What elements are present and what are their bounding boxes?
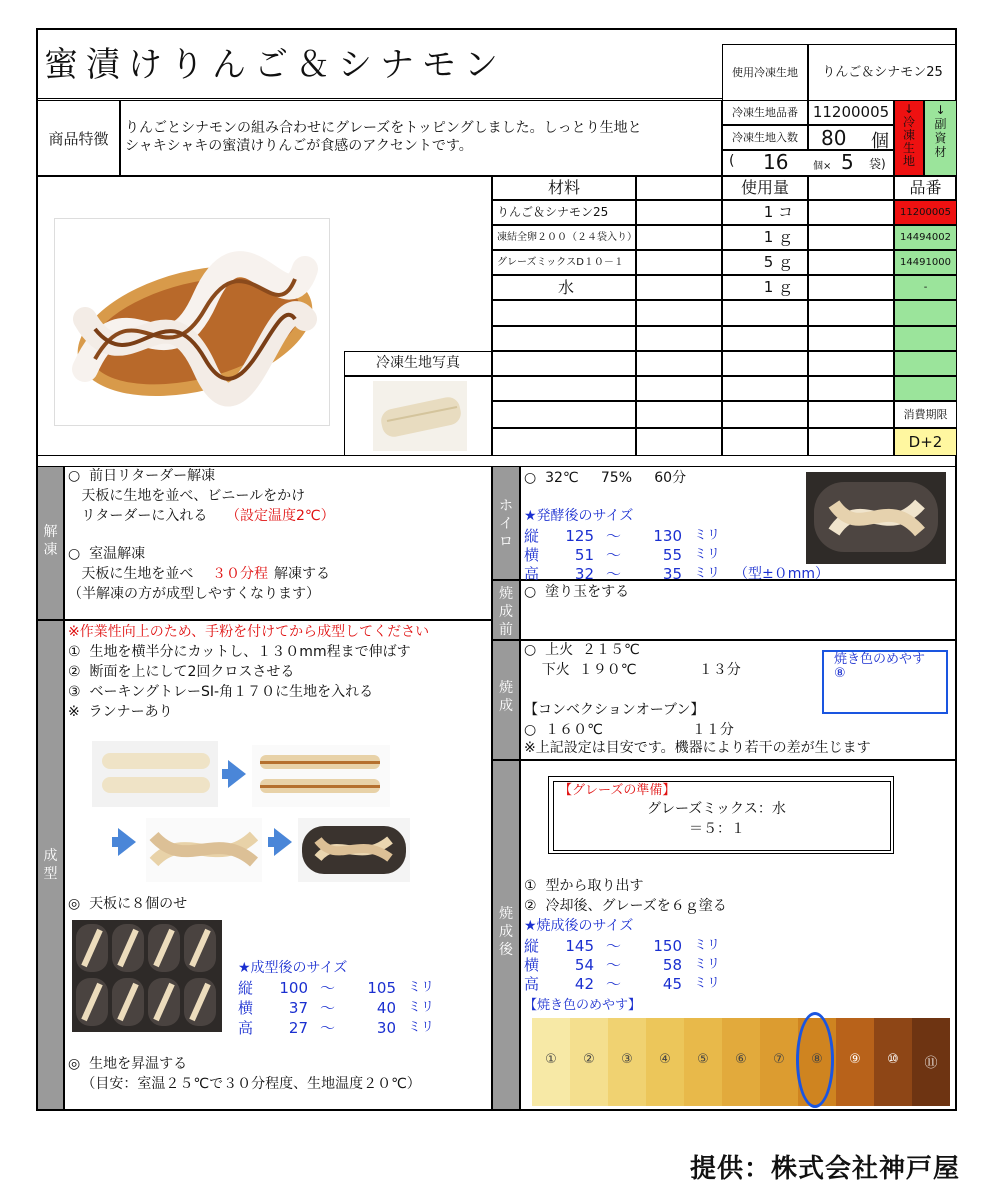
size-max: 30 xyxy=(376,1019,396,1037)
shaping-photo-2 xyxy=(252,745,390,807)
mat-row-code xyxy=(894,351,956,376)
glaze-title: 【グレーズの準備】 xyxy=(559,783,676,798)
bake-line-2: 下火 １９０℃ １３分 xyxy=(524,662,741,678)
mat-row-amount: 1 ｇ xyxy=(722,225,808,250)
size-unit: ミリ xyxy=(408,1000,435,1015)
size-tilde: ～ xyxy=(606,937,622,955)
size-max: 130 xyxy=(653,527,682,545)
shaping-photo-3 xyxy=(146,818,262,882)
mat-row-code: - xyxy=(894,275,956,300)
mat-row-blank xyxy=(808,428,894,456)
color-swatch: ④ xyxy=(646,1018,684,1106)
mat-row-amount xyxy=(722,300,808,326)
size-max: 105 xyxy=(367,979,396,997)
mat-row-blank xyxy=(808,225,894,250)
expiry-label: 消費期限 xyxy=(894,401,956,428)
legend-sub xyxy=(924,100,956,176)
shaping-photo-1 xyxy=(92,741,218,807)
mat-row-amount xyxy=(722,376,808,401)
bake-label-text: 焼成 xyxy=(499,680,513,714)
size-key: 高 xyxy=(238,1019,254,1037)
section-proof-label xyxy=(492,466,520,580)
size-key: 高 xyxy=(524,565,540,583)
code-value: 11200005 xyxy=(808,100,894,125)
color-swatch: ⑤ xyxy=(684,1018,722,1106)
color-swatch: ⑩ xyxy=(874,1018,912,1106)
mat-header-blank xyxy=(808,176,894,200)
mat-row-amount: 1 ｇ xyxy=(722,275,808,300)
shaping-step-4: ※ ランナーあり xyxy=(68,704,173,720)
mat-row-code xyxy=(894,300,956,326)
size-max: 55 xyxy=(662,546,682,564)
color-swatch: ⑥ xyxy=(722,1018,760,1106)
frozen-dough-value: りんご＆シナモン25 xyxy=(808,44,956,100)
size-unit: ミリ xyxy=(694,547,721,562)
glaze-box xyxy=(548,776,894,854)
mat-row-amount: 5 ｇ xyxy=(722,250,808,275)
count-value: 80 xyxy=(821,126,847,150)
frozen-dough-label: 使用冷凍生地 xyxy=(722,44,808,100)
mat-row-blank xyxy=(636,275,722,300)
proof-line: ○ 32℃ 75% 60分 xyxy=(524,470,687,486)
section-bake-label xyxy=(492,640,520,760)
size-min: 145 xyxy=(565,937,594,955)
size-unit: ミリ xyxy=(408,980,435,995)
color-swatch: ⑨ xyxy=(836,1018,874,1106)
color-swatch: ② xyxy=(570,1018,608,1106)
mat-row-amount xyxy=(722,401,808,428)
mat-row-blank xyxy=(636,428,722,456)
frozen-photo-cell xyxy=(344,376,492,456)
mat-row-blank xyxy=(808,250,894,275)
proof-size-note: （型±０mm） xyxy=(734,566,830,582)
thaw-line-3: リターダーに入れる xyxy=(68,508,208,524)
arrow-right-icon xyxy=(228,760,246,788)
bake-line-1: ○ 上火 ２１５℃ xyxy=(524,642,640,658)
after-step-1: ① 型から取り出す xyxy=(524,878,644,894)
after-step-2: ② 冷却後、グレーズを６ｇ塗る xyxy=(524,898,727,914)
size-max: 58 xyxy=(662,956,682,974)
mat-row-blank xyxy=(808,351,894,376)
temp-title: ◎ 生地を昇温する xyxy=(68,1056,188,1072)
thaw-line-7: （半解凍の方が成型しやすくなります） xyxy=(68,586,320,602)
size-max: 150 xyxy=(653,937,682,955)
bake-color-note: 焼き色のめやす xyxy=(834,652,926,667)
mat-row-name: 水 xyxy=(492,275,636,300)
mat-header-material: 材料 xyxy=(492,176,636,200)
color-swatch: ⑪ xyxy=(912,1018,950,1106)
thaw-temp-note: （設定温度2℃） xyxy=(226,508,335,524)
mat-row-blank xyxy=(636,200,722,225)
shaping-step-1: ① 生地を横半分にカットし、１３０mm程まで伸ばす xyxy=(68,644,411,660)
legend-frozen-text: 冷凍生地 xyxy=(902,115,915,168)
size-tilde: ～ xyxy=(320,979,336,997)
after-label-text: 焼成後 xyxy=(499,906,513,958)
mat-row-blank xyxy=(808,275,894,300)
size-tilde: ～ xyxy=(606,565,622,583)
mat-row-name: 凍結全卵２００（２４袋入り） xyxy=(492,225,636,250)
mat-header-code: 品番 xyxy=(894,176,956,200)
size-tilde: ～ xyxy=(606,975,622,993)
count-unit: 個 xyxy=(871,131,889,152)
mat-row-blank xyxy=(636,401,722,428)
sliced-dough-image xyxy=(252,745,390,807)
mat-row-name xyxy=(492,401,636,428)
size-min: 54 xyxy=(574,956,594,974)
arrow-right-icon xyxy=(118,828,136,856)
shaping-label-text: 成型 xyxy=(43,848,58,882)
size-min: 32 xyxy=(574,565,594,583)
feature-text: りんごとシナモンの組み合わせにグレーズをトッピングしました。しっとり生地と シャキシャキの蜜漬けりんごが食感のアクセントです。 xyxy=(120,100,722,176)
mat-row-blank xyxy=(808,401,894,428)
pack-cell xyxy=(722,150,894,176)
glaze-line-1: グレーズミックス：水 xyxy=(647,801,786,817)
glaze-line-2: ＝５：１ xyxy=(689,821,745,837)
shaping-step-2: ② 断面を上にして2回クロスさせる xyxy=(68,664,295,680)
mat-row-code: 11200005 xyxy=(894,200,956,225)
bake-line-3: 【コンベクションオーブン】 xyxy=(524,702,705,718)
size-min: 125 xyxy=(565,527,594,545)
shaping-step-3: ③ ベーキングトレーSI-角１７０に生地を入れる xyxy=(68,684,374,700)
size-tilde: ～ xyxy=(606,527,622,545)
mat-row-blank xyxy=(808,326,894,351)
expiry-value: D+2 xyxy=(894,428,956,456)
mat-row-blank xyxy=(636,351,722,376)
footer-credit: 提供：株式会社神戸屋 xyxy=(690,1154,961,1184)
cut-dough-image xyxy=(92,741,218,807)
shaping-photo-4 xyxy=(298,818,410,882)
frozen-dough-image xyxy=(373,381,467,451)
mat-row-name: グレーズミックスD１０－１ xyxy=(492,250,636,275)
thaw-line-1: ○ 前日リターダー解凍 xyxy=(68,468,216,484)
size-tilde: ～ xyxy=(320,1019,336,1037)
color-swatch: ① xyxy=(532,1018,570,1106)
section-prebake-label xyxy=(492,580,520,640)
thaw-line-6: 解凍する xyxy=(274,566,330,582)
color-swatch: ⑦ xyxy=(760,1018,798,1106)
pack-open: ( xyxy=(729,153,735,169)
size-key: 縦 xyxy=(238,979,254,997)
code-label: 冷凍生地品番 xyxy=(722,100,808,125)
prebake-line: ○ 塗り玉をする xyxy=(524,584,630,600)
mat-row-amount xyxy=(722,326,808,351)
mat-header-amount: 使用量 xyxy=(722,176,808,200)
size-tilde: ～ xyxy=(320,999,336,1017)
mat-row-code xyxy=(894,326,956,351)
page-title: 蜜漬けりんご＆シナモン xyxy=(44,45,506,85)
legend-frozen xyxy=(894,100,924,176)
thaw-line-4: ○ 室温解凍 xyxy=(68,546,146,562)
mat-row-blank xyxy=(636,376,722,401)
size-min: 27 xyxy=(288,1019,308,1037)
bake-color-box xyxy=(822,650,948,714)
proof-size-title: ★発酵後のサイズ xyxy=(524,508,634,524)
size-tilde: ～ xyxy=(606,956,622,974)
mat-row-name xyxy=(492,351,636,376)
arrow-right-icon xyxy=(274,828,292,856)
bake-color-value: ⑧ xyxy=(834,666,846,681)
count-label: 冷凍生地入数 xyxy=(722,125,808,150)
thaw-line-5: 天板に生地を並べ xyxy=(68,566,194,582)
size-key: 横 xyxy=(524,546,540,564)
pack-bags-unit: 袋) xyxy=(869,157,886,171)
dough-in-tray-image xyxy=(298,818,410,882)
prebake-label-text: 焼成前 xyxy=(499,586,513,638)
pack-pieces: 16 xyxy=(763,150,789,174)
legend-frozen-arrow: ↓ xyxy=(903,102,915,116)
mat-row-amount: 1 コ xyxy=(722,200,808,225)
proof-photo xyxy=(806,472,946,564)
selected-swatch-ring xyxy=(796,1012,834,1108)
size-key: 横 xyxy=(238,999,254,1017)
mat-row-code xyxy=(894,376,956,401)
size-unit: ミリ xyxy=(694,976,721,991)
feature-label: 商品特徴 xyxy=(38,100,120,176)
size-unit: ミリ xyxy=(694,528,721,543)
pack-bags: 5 xyxy=(841,150,854,174)
proof-label-text: ホイロ xyxy=(499,498,513,550)
after-size-title: ★焼成後のサイズ xyxy=(524,918,634,934)
size-min: 100 xyxy=(279,979,308,997)
mat-row-blank xyxy=(808,376,894,401)
tray-note: ◎ 天板に８個のせ xyxy=(68,896,188,912)
size-key: 縦 xyxy=(524,937,540,955)
size-unit: ミリ xyxy=(694,957,721,972)
temp-text: （目安：室温２５℃で３０分程度、生地温度２０℃） xyxy=(68,1076,421,1092)
mat-row-name xyxy=(492,428,636,456)
mat-row-blank xyxy=(636,326,722,351)
mat-row-blank xyxy=(636,250,722,275)
thaw-line-2: 天板に生地を並べ、ビニールをかけ xyxy=(68,488,306,504)
bake-line-4: ○ １６０℃ １１分 xyxy=(524,722,734,738)
mat-row-code: 14494002 xyxy=(894,225,956,250)
section-after-label xyxy=(492,760,520,1110)
mat-row-name xyxy=(492,300,636,326)
mat-row-blank xyxy=(808,200,894,225)
pack-pieces-unit: 個× xyxy=(813,161,832,172)
mat-row-name: りんご＆シナモン25 xyxy=(492,200,636,225)
size-key: 縦 xyxy=(524,527,540,545)
size-unit: ミリ xyxy=(694,938,721,953)
size-min: 51 xyxy=(574,546,594,564)
size-unit: ミリ xyxy=(408,1020,435,1035)
mat-row-name xyxy=(492,326,636,351)
count-cell xyxy=(808,125,894,150)
size-key: 横 xyxy=(524,956,540,974)
section-shaping-label xyxy=(38,620,64,1110)
size-tilde: ～ xyxy=(606,546,622,564)
tray-with-dough-image xyxy=(72,920,222,1032)
size-unit: ミリ xyxy=(694,566,721,581)
color-scale-title: 【焼き色のめやす】 xyxy=(524,998,642,1013)
mat-row-blank xyxy=(808,300,894,326)
frozen-photo-label: 冷凍生地写真 xyxy=(344,351,492,376)
size-min: 37 xyxy=(288,999,308,1017)
legend-sub-arrow: ↓ xyxy=(935,103,946,117)
size-max: 40 xyxy=(376,999,396,1017)
proofed-dough-image xyxy=(806,472,946,564)
color-swatch: ③ xyxy=(608,1018,646,1106)
size-key: 高 xyxy=(524,975,540,993)
legend-sub-text: 副資材 xyxy=(934,117,947,159)
color-swatch: ⑧ xyxy=(798,1018,836,1106)
mat-row-amount xyxy=(722,351,808,376)
size-min: 42 xyxy=(574,975,594,993)
shaping-size-title: ★成型後のサイズ xyxy=(238,960,348,976)
section-thaw-label xyxy=(38,466,64,620)
mat-row-blank xyxy=(636,300,722,326)
mat-header-blank xyxy=(636,176,722,200)
mat-row-blank xyxy=(636,225,722,250)
shaping-warning: ※作業性向上のため、手粉を付けてから成型してください xyxy=(68,624,430,640)
thaw-label-text: 解凍 xyxy=(43,524,58,558)
size-max: 35 xyxy=(662,565,682,583)
mat-row-amount xyxy=(722,428,808,456)
mat-row-name xyxy=(492,376,636,401)
twisted-pastry-image xyxy=(55,219,331,427)
size-max: 45 xyxy=(662,975,682,993)
thaw-time-note: ３０分程 xyxy=(212,566,268,582)
tray-photo xyxy=(72,920,222,1032)
product-photo xyxy=(54,218,330,426)
bake-line-5: ※上記設定は目安です。機器により若干の差が生じます xyxy=(524,740,871,756)
mat-row-code: 14491000 xyxy=(894,250,956,275)
crossed-dough-image xyxy=(146,818,262,882)
